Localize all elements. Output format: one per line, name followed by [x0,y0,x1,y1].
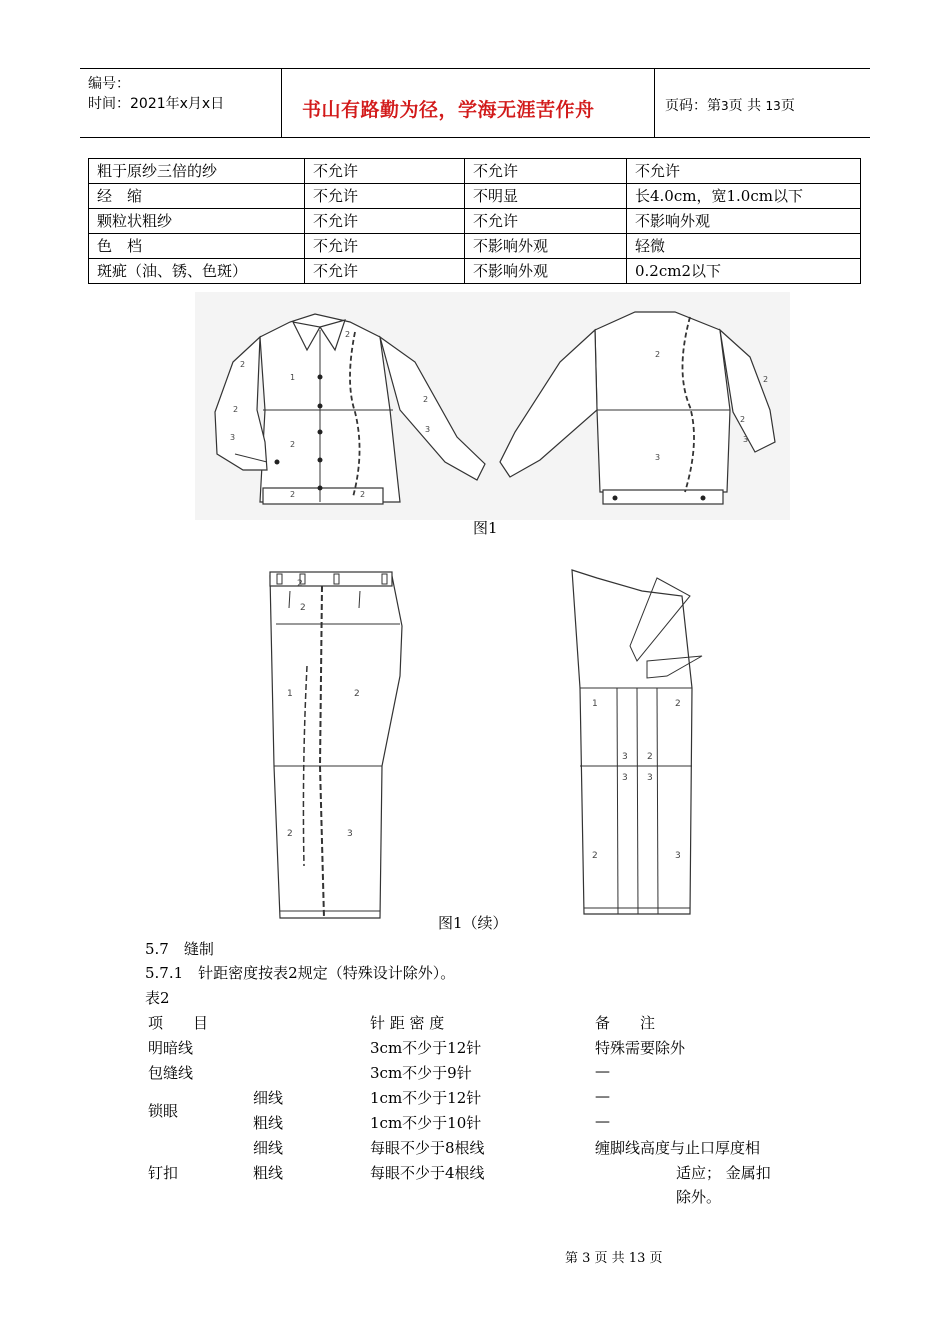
svg-text:2: 2 [423,395,429,404]
svg-text:2: 2 [740,415,746,424]
table-cell: 不允许 [305,259,465,284]
table-row [89,209,861,234]
svg-text:2: 2 [233,405,239,414]
row-item: 包缝线 [148,1064,194,1082]
row-sub: 细线 [253,1139,284,1157]
row-item: 钉扣 [148,1164,179,1182]
table-cell: 不允许 [305,159,465,184]
pants-back [572,570,692,914]
row-note: — [595,1087,610,1105]
row-sub: 粗线 [253,1164,284,1182]
svg-text:2: 2 [290,440,296,449]
svg-text:1: 1 [592,699,598,709]
svg-text:3: 3 [425,425,431,434]
table-cell: 不明显 [465,184,627,209]
svg-text:2: 2 [354,689,360,699]
row-note: — [595,1112,610,1130]
doc-date: 时间：2021年x月x日 [88,96,225,112]
page-footer: 第 3 页 共 13 页 [565,1251,663,1266]
table-cell: 轻微 [627,234,861,259]
table-cell: 色 档 [89,234,305,259]
col-header-density: 针 距 密 度 [370,1014,445,1032]
svg-text:2: 2 [240,360,246,369]
row-density: 每眼不少于4根线 [370,1164,485,1182]
row-density: 每眼不少于8根线 [370,1139,485,1157]
row-density: 1cm不少于12针 [370,1089,482,1107]
header-divider [654,69,655,137]
row-density: 3cm不少于9针 [370,1064,472,1082]
row-note: 除外。 [676,1188,722,1206]
row-item: 明暗线 [148,1039,194,1057]
table-cell: 不允许 [465,209,627,234]
table-cell: 不允许 [305,234,465,259]
table-row [89,159,861,184]
svg-text:2: 2 [287,829,293,839]
doc-number-label: 编号： [88,76,130,92]
table-cell: 不影响外观 [627,209,861,234]
svg-text:2: 2 [290,490,296,499]
figure-caption: 图1 [473,519,498,537]
svg-text:3: 3 [230,433,236,442]
table-row [89,234,861,259]
pants-figure [262,566,732,926]
table-cell: 不允许 [627,159,861,184]
header-motto: 书山有路勤为径，学海无涯苦作舟 [302,99,595,121]
col-header-item: 项 目 [148,1014,209,1032]
svg-text:3: 3 [743,435,749,444]
row-density: 1cm不少于10针 [370,1114,482,1132]
svg-text:2: 2 [592,851,598,861]
row-density: 3cm不少于12针 [370,1039,482,1057]
table-cell: 0.2cm2以下 [627,259,861,284]
svg-text:2: 2 [300,603,306,613]
table-cell: 不影响外观 [465,234,627,259]
svg-text:1: 1 [287,689,293,699]
svg-text:2: 2 [360,490,366,499]
table-cell: 颗粒状粗纱 [89,209,305,234]
svg-text:1: 1 [290,373,296,382]
page-number: 3 [721,99,729,113]
header-page-info: 页码：第3页 共 13页 [665,98,795,114]
jacket-figure [195,292,790,520]
svg-text:2: 2 [763,375,769,384]
svg-text:2: 2 [647,752,653,762]
col-header-note: 备 注 [595,1014,656,1032]
page-total: 13 [765,99,781,113]
row-note: — [595,1062,610,1080]
defects-table [88,158,861,284]
svg-text:2: 2 [297,579,303,589]
table-cell: 斑疵（油、锈、色斑） [89,259,305,284]
svg-text:3: 3 [622,773,628,783]
table-cell: 长4.0cm，宽1.0cm以下 [627,184,861,209]
section-heading: 5.7 缝制 [145,940,214,958]
row-note: 缠脚线高度与止口厚度相 [595,1139,761,1157]
svg-text:3: 3 [675,851,681,861]
table-row [89,184,861,209]
table-cell: 粗于原纱三倍的纱 [89,159,305,184]
svg-text:3: 3 [655,453,661,462]
row-note: 特殊需要除外 [595,1039,686,1057]
row-sub: 细线 [253,1089,284,1107]
row-note: 适应； 金属扣 [676,1164,771,1182]
table-label: 表2 [145,989,170,1007]
svg-text:2: 2 [655,350,661,359]
svg-text:2: 2 [675,699,681,709]
header-divider [281,69,282,137]
table-cell: 不允许 [305,184,465,209]
table-row [89,259,861,284]
table-cell: 不允许 [305,209,465,234]
svg-text:3: 3 [647,773,653,783]
svg-text:3: 3 [622,752,628,762]
row-item: 锁眼 [148,1102,179,1120]
svg-text:2: 2 [345,330,351,339]
section-clause: 5.7.1 针距密度按表2规定（特殊设计除外）。 [145,964,456,982]
table-cell: 经 缩 [89,184,305,209]
page-header [80,68,870,138]
table-cell: 不允许 [465,159,627,184]
row-sub: 粗线 [253,1114,284,1132]
figure-caption-continued: 图1（续） [438,914,508,932]
table-cell: 不影响外观 [465,259,627,284]
svg-text:3: 3 [347,829,353,839]
